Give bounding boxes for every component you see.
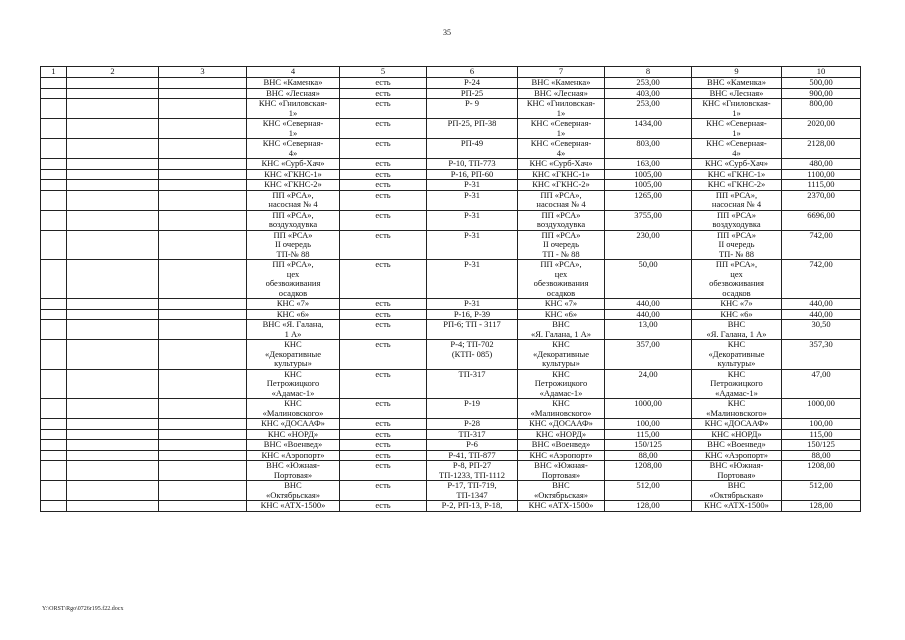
cell-availability: есть (340, 399, 427, 419)
table-body (41, 78, 861, 512)
cell-facility-name-2: КНС «Малиновского» (518, 399, 605, 419)
empty-cell (67, 450, 159, 461)
cell-availability: есть (340, 78, 427, 89)
cell-facility-name: ВНС «Я. Галана, 1 А» (247, 320, 340, 340)
cell-power-value: 3755,00 (605, 210, 692, 230)
cell-facility-name: КНС «Сурб-Хач» (247, 159, 340, 170)
cell-facility-name: КНС «ГКНС-2» (247, 180, 340, 191)
empty-cell (67, 88, 159, 99)
cell-power-value-2: 47,00 (782, 369, 861, 399)
empty-cell (41, 159, 67, 170)
cell-power-value: 1000,00 (605, 399, 692, 419)
empty-cell (159, 99, 247, 119)
table-row (41, 139, 861, 159)
empty-cell (159, 450, 247, 461)
cell-facility-name-2: КНС «ГКНС-1» (518, 169, 605, 180)
cell-availability: есть (340, 320, 427, 340)
cell-facility-name: ВНС «Каменка» (247, 78, 340, 89)
cell-availability: есть (340, 419, 427, 430)
empty-cell (159, 119, 247, 139)
cell-availability: есть (340, 481, 427, 501)
table-row (41, 461, 861, 481)
cell-facility-name-2: КНС «7» (518, 299, 605, 310)
cell-availability: есть (340, 88, 427, 99)
cell-facility-name-2: ПП «РСА», насосная № 4 (518, 190, 605, 210)
cell-power-value-2: 440,00 (782, 309, 861, 320)
empty-cell (67, 340, 159, 370)
cell-facility-name: ПП «РСА» II очередь ТП-№ 88 (247, 230, 340, 260)
cell-availability: есть (340, 99, 427, 119)
cell-facility-name-3: КНС «Северная- 4» (692, 139, 782, 159)
cell-facility-name-3: КНС «НОРД» (692, 429, 782, 440)
cell-power-value-2: 88,00 (782, 450, 861, 461)
cell-power-value: 440,00 (605, 299, 692, 310)
cell-power-value: 150/125 (605, 440, 692, 451)
cell-facility-name-3: КНС «Северная- 1» (692, 119, 782, 139)
cell-facility-name: КНС «АТХ-1500» (247, 501, 340, 512)
cell-availability: есть (340, 159, 427, 170)
empty-cell (67, 399, 159, 419)
empty-cell (41, 88, 67, 99)
table-row (41, 260, 861, 299)
empty-cell (67, 139, 159, 159)
empty-cell (67, 119, 159, 139)
cell-power-value: 403,00 (605, 88, 692, 99)
empty-cell (41, 190, 67, 210)
cell-facility-name-2: КНС «ДОСААФ» (518, 419, 605, 430)
table-row (41, 450, 861, 461)
cell-availability: есть (340, 309, 427, 320)
cell-power-value: 24,00 (605, 369, 692, 399)
table-row (41, 429, 861, 440)
cell-facility-name-3: КНС «6» (692, 309, 782, 320)
cell-power-value-2: 128,00 (782, 501, 861, 512)
empty-cell (159, 340, 247, 370)
empty-cell (41, 99, 67, 119)
cell-facility-name: КНС «Малиновского» (247, 399, 340, 419)
empty-cell (159, 169, 247, 180)
cell-facility-name: КНС «Северная- 4» (247, 139, 340, 159)
table-row (41, 320, 861, 340)
cell-availability: есть (340, 440, 427, 451)
table-row (41, 419, 861, 430)
empty-cell (41, 260, 67, 299)
empty-cell (41, 309, 67, 320)
empty-cell (41, 429, 67, 440)
cell-facility-name-3: КНС «7» (692, 299, 782, 310)
empty-cell (159, 320, 247, 340)
cell-facility-name-3: КНС «Малиновского» (692, 399, 782, 419)
cell-availability: есть (340, 299, 427, 310)
cell-power-value-2: 440,00 (782, 299, 861, 310)
cell-facility-name-2: КНС «ГКНС-2» (518, 180, 605, 191)
column-header: 1 (41, 67, 67, 78)
empty-cell (67, 320, 159, 340)
column-header: 10 (782, 67, 861, 78)
cell-power-value-2: 742,00 (782, 230, 861, 260)
table-row (41, 369, 861, 399)
cell-facility-name-3: ВНС «Лесная» (692, 88, 782, 99)
column-header: 2 (67, 67, 159, 78)
empty-cell (67, 190, 159, 210)
cell-power-value-2: 500,00 (782, 78, 861, 89)
cell-power-value: 50,00 (605, 260, 692, 299)
empty-cell (159, 139, 247, 159)
table-row (41, 340, 861, 370)
header-row (41, 67, 861, 78)
empty-cell (41, 230, 67, 260)
footer-file-path: Y:\ORST\Rgo\0726r195.f22.docx (42, 606, 124, 612)
cell-feeder: РП-25 (427, 88, 518, 99)
cell-facility-name-3: ВНС «Южная- Портовая» (692, 461, 782, 481)
cell-power-value-2: 742,00 (782, 260, 861, 299)
cell-feeder: Р-31 (427, 190, 518, 210)
empty-cell (159, 399, 247, 419)
table-row (41, 159, 861, 170)
table-row (41, 210, 861, 230)
empty-cell (67, 299, 159, 310)
empty-cell (159, 461, 247, 481)
cell-feeder: Р-8, РП-27 ТП-1233, ТП-1112 (427, 461, 518, 481)
empty-cell (41, 440, 67, 451)
cell-power-value: 13,00 (605, 320, 692, 340)
cell-facility-name: ВНС «Военвед» (247, 440, 340, 451)
cell-feeder: Р-28 (427, 419, 518, 430)
cell-facility-name-3: ВНС «Октябрьская» (692, 481, 782, 501)
cell-feeder: Р- 9 (427, 99, 518, 119)
cell-availability: есть (340, 501, 427, 512)
cell-availability: есть (340, 340, 427, 370)
empty-cell (159, 440, 247, 451)
cell-feeder: Р-24 (427, 78, 518, 89)
cell-availability: есть (340, 230, 427, 260)
empty-cell (159, 88, 247, 99)
table-row (41, 99, 861, 119)
empty-cell (159, 429, 247, 440)
cell-facility-name-3: ВНС «Каменка» (692, 78, 782, 89)
cell-facility-name: КНС «Гниловская- 1» (247, 99, 340, 119)
page-number: 35 (443, 28, 451, 37)
cell-facility-name-2: КНС «Аэропорт» (518, 450, 605, 461)
cell-facility-name: КНС «7» (247, 299, 340, 310)
table-row (41, 190, 861, 210)
cell-feeder: ТП-317 (427, 429, 518, 440)
empty-cell (67, 481, 159, 501)
cell-availability: есть (340, 190, 427, 210)
column-header: 4 (247, 67, 340, 78)
cell-power-value: 230,00 (605, 230, 692, 260)
cell-facility-name: КНС Петрожицкого «Адамас-1» (247, 369, 340, 399)
cell-feeder: Р-31 (427, 210, 518, 230)
cell-availability: есть (340, 461, 427, 481)
empty-cell (67, 180, 159, 191)
cell-facility-name: КНС «ДОСААФ» (247, 419, 340, 430)
table-row (41, 501, 861, 512)
empty-cell (67, 419, 159, 430)
cell-power-value-2: 1000,00 (782, 399, 861, 419)
empty-cell (159, 260, 247, 299)
cell-feeder: Р-16, Р-39 (427, 309, 518, 320)
column-header: 8 (605, 67, 692, 78)
table-row (41, 399, 861, 419)
cell-power-value-2: 150/125 (782, 440, 861, 451)
cell-facility-name-2: ВНС «Каменка» (518, 78, 605, 89)
cell-availability: есть (340, 180, 427, 191)
cell-feeder: Р-16, РП-60 (427, 169, 518, 180)
cell-feeder: Р-41, ТП-877 (427, 450, 518, 461)
empty-cell (41, 419, 67, 430)
cell-facility-name-2: КНС «Сурб-Хач» (518, 159, 605, 170)
cell-facility-name: ПП «РСА», насосная № 4 (247, 190, 340, 210)
empty-cell (159, 309, 247, 320)
cell-facility-name-2: КНС «Северная- 4» (518, 139, 605, 159)
cell-power-value: 163,00 (605, 159, 692, 170)
cell-feeder: РП-25, РП-38 (427, 119, 518, 139)
table-row (41, 230, 861, 260)
cell-facility-name-3: ВНС «Я. Галана, 1 А» (692, 320, 782, 340)
cell-power-value-2: 512,00 (782, 481, 861, 501)
cell-feeder: Р-19 (427, 399, 518, 419)
cell-availability: есть (340, 260, 427, 299)
cell-power-value: 512,00 (605, 481, 692, 501)
cell-availability: есть (340, 450, 427, 461)
cell-power-value-2: 480,00 (782, 159, 861, 170)
cell-facility-name: КНС «Северная- 1» (247, 119, 340, 139)
table-row (41, 169, 861, 180)
empty-cell (41, 78, 67, 89)
empty-cell (67, 501, 159, 512)
empty-cell (41, 399, 67, 419)
empty-cell (67, 159, 159, 170)
cell-facility-name-3: КНС «АТХ-1500» (692, 501, 782, 512)
cell-facility-name-2: ПП «РСА», цех обезвоживания осадков (518, 260, 605, 299)
empty-cell (67, 440, 159, 451)
cell-power-value-2: 2020,00 (782, 119, 861, 139)
cell-facility-name-2: ВНС «Южная- Портовая» (518, 461, 605, 481)
cell-power-value: 1265,00 (605, 190, 692, 210)
cell-power-value-2: 30,50 (782, 320, 861, 340)
column-header: 3 (159, 67, 247, 78)
cell-facility-name: КНС «Декоративные культуры» (247, 340, 340, 370)
cell-power-value-2: 100,00 (782, 419, 861, 430)
cell-power-value-2: 2128,00 (782, 139, 861, 159)
cell-facility-name: КНС «6» (247, 309, 340, 320)
cell-availability: есть (340, 139, 427, 159)
cell-facility-name-2: ВНС «Лесная» (518, 88, 605, 99)
cell-facility-name-2: КНС «6» (518, 309, 605, 320)
cell-availability: есть (340, 210, 427, 230)
empty-cell (41, 481, 67, 501)
cell-facility-name-3: КНС «Сурб-Хач» (692, 159, 782, 170)
cell-facility-name: ВНС «Лесная» (247, 88, 340, 99)
cell-power-value: 1434,00 (605, 119, 692, 139)
cell-facility-name: КНС «Аэропорт» (247, 450, 340, 461)
empty-cell (67, 309, 159, 320)
empty-cell (41, 340, 67, 370)
empty-cell (67, 369, 159, 399)
cell-facility-name-2: ПП «РСА» II очередь ТП - № 88 (518, 230, 605, 260)
cell-facility-name: ПП «РСА», цех обезвоживания осадков (247, 260, 340, 299)
column-header: 9 (692, 67, 782, 78)
empty-cell (159, 369, 247, 399)
cell-facility-name-3: КНС «Аэропорт» (692, 450, 782, 461)
cell-facility-name-2: КНС «АТХ-1500» (518, 501, 605, 512)
cell-power-value: 128,00 (605, 501, 692, 512)
cell-power-value-2: 1115,00 (782, 180, 861, 191)
cell-power-value: 357,00 (605, 340, 692, 370)
empty-cell (41, 299, 67, 310)
cell-feeder: Р-2, РП-13, Р-18, (427, 501, 518, 512)
cell-power-value-2: 1208,00 (782, 461, 861, 481)
cell-facility-name-2: КНС «Гниловская- 1» (518, 99, 605, 119)
empty-cell (41, 180, 67, 191)
cell-facility-name-2: ВНС «Я. Галана, 1 А» (518, 320, 605, 340)
cell-power-value-2: 115,00 (782, 429, 861, 440)
cell-power-value: 100,00 (605, 419, 692, 430)
cell-facility-name-3: КНС «Гниловская- 1» (692, 99, 782, 119)
cell-feeder: РП-6; ТП - 3117 (427, 320, 518, 340)
column-header: 7 (518, 67, 605, 78)
empty-cell (41, 210, 67, 230)
empty-cell (67, 99, 159, 119)
cell-feeder: Р-17, ТП-719, ТП-1347 (427, 481, 518, 501)
cell-power-value-2: 900,00 (782, 88, 861, 99)
cell-feeder: ТП-317 (427, 369, 518, 399)
empty-cell (67, 169, 159, 180)
empty-cell (67, 260, 159, 299)
cell-facility-name-2: КНС Петрожицкого «Адамас-1» (518, 369, 605, 399)
empty-cell (41, 450, 67, 461)
cell-facility-name-3: ПП «РСА», насосная № 4 (692, 190, 782, 210)
cell-facility-name-2: КНС «Северная- 1» (518, 119, 605, 139)
table-row (41, 119, 861, 139)
cell-power-value: 88,00 (605, 450, 692, 461)
empty-cell (159, 78, 247, 89)
cell-feeder: Р-10, ТП-773 (427, 159, 518, 170)
column-header: 6 (427, 67, 518, 78)
cell-facility-name: ВНС «Южная- Портовая» (247, 461, 340, 481)
cell-power-value-2: 357,30 (782, 340, 861, 370)
cell-facility-name: ПП «РСА», воздуходувка (247, 210, 340, 230)
cell-power-value: 1005,00 (605, 169, 692, 180)
cell-power-value: 115,00 (605, 429, 692, 440)
cell-power-value: 253,00 (605, 99, 692, 119)
empty-cell (159, 180, 247, 191)
table-row (41, 440, 861, 451)
empty-cell (41, 139, 67, 159)
table-row (41, 299, 861, 310)
cell-facility-name-3: КНС «ГКНС-1» (692, 169, 782, 180)
cell-feeder: Р-31 (427, 299, 518, 310)
table-row (41, 481, 861, 501)
cell-facility-name-3: ВНС «Военвед» (692, 440, 782, 451)
empty-cell (41, 119, 67, 139)
empty-cell (159, 419, 247, 430)
empty-cell (41, 169, 67, 180)
empty-cell (41, 501, 67, 512)
empty-cell (159, 501, 247, 512)
empty-cell (159, 481, 247, 501)
cell-feeder: Р-31 (427, 230, 518, 260)
data-table (40, 66, 861, 512)
cell-power-value: 803,00 (605, 139, 692, 159)
cell-power-value: 1208,00 (605, 461, 692, 481)
empty-cell (159, 190, 247, 210)
empty-cell (67, 210, 159, 230)
cell-facility-name: КНС «ГКНС-1» (247, 169, 340, 180)
cell-feeder: Р-4; ТП-702 (КТП- 085) (427, 340, 518, 370)
cell-power-value: 1005,00 (605, 180, 692, 191)
cell-power-value: 440,00 (605, 309, 692, 320)
empty-cell (67, 461, 159, 481)
cell-power-value: 253,00 (605, 78, 692, 89)
table-row (41, 78, 861, 89)
cell-facility-name-2: КНС «Декоративные культуры» (518, 340, 605, 370)
cell-facility-name-2: ПП «РСА» воздуходувка (518, 210, 605, 230)
cell-availability: есть (340, 119, 427, 139)
cell-facility-name: КНС «НОРД» (247, 429, 340, 440)
empty-cell (41, 369, 67, 399)
cell-power-value-2: 800,00 (782, 99, 861, 119)
empty-cell (159, 299, 247, 310)
cell-facility-name-3: КНС «ДОСААФ» (692, 419, 782, 430)
table-row (41, 88, 861, 99)
cell-facility-name-3: КНС «ГКНС-2» (692, 180, 782, 191)
column-header: 5 (340, 67, 427, 78)
empty-cell (159, 230, 247, 260)
empty-cell (41, 320, 67, 340)
cell-facility-name-2: ВНС «Октябрьская» (518, 481, 605, 501)
cell-availability: есть (340, 429, 427, 440)
empty-cell (67, 230, 159, 260)
cell-facility-name-3: КНС Петрожицкого «Адамас-1» (692, 369, 782, 399)
cell-feeder: Р-31 (427, 260, 518, 299)
cell-facility-name-3: КНС «Декоративные культуры» (692, 340, 782, 370)
table-row (41, 309, 861, 320)
cell-power-value-2: 2370,00 (782, 190, 861, 210)
empty-cell (67, 78, 159, 89)
cell-availability: есть (340, 169, 427, 180)
empty-cell (67, 429, 159, 440)
cell-power-value-2: 6696,00 (782, 210, 861, 230)
empty-cell (159, 159, 247, 170)
cell-facility-name: ВНС «Октябрьская» (247, 481, 340, 501)
cell-feeder: Р-31 (427, 180, 518, 191)
cell-facility-name-2: КНС «НОРД» (518, 429, 605, 440)
cell-availability: есть (340, 369, 427, 399)
cell-feeder: РП-49 (427, 139, 518, 159)
empty-cell (41, 461, 67, 481)
cell-facility-name-2: ВНС «Военвед» (518, 440, 605, 451)
cell-feeder: Р-6 (427, 440, 518, 451)
table-row (41, 180, 861, 191)
cell-facility-name-3: ПП «РСА» II очередь ТП- № 88 (692, 230, 782, 260)
cell-facility-name-3: ПП «РСА» воздуходувка (692, 210, 782, 230)
empty-cell (159, 210, 247, 230)
cell-power-value-2: 1100,00 (782, 169, 861, 180)
cell-facility-name-3: ПП «РСА», цех обезвоживания осадков (692, 260, 782, 299)
